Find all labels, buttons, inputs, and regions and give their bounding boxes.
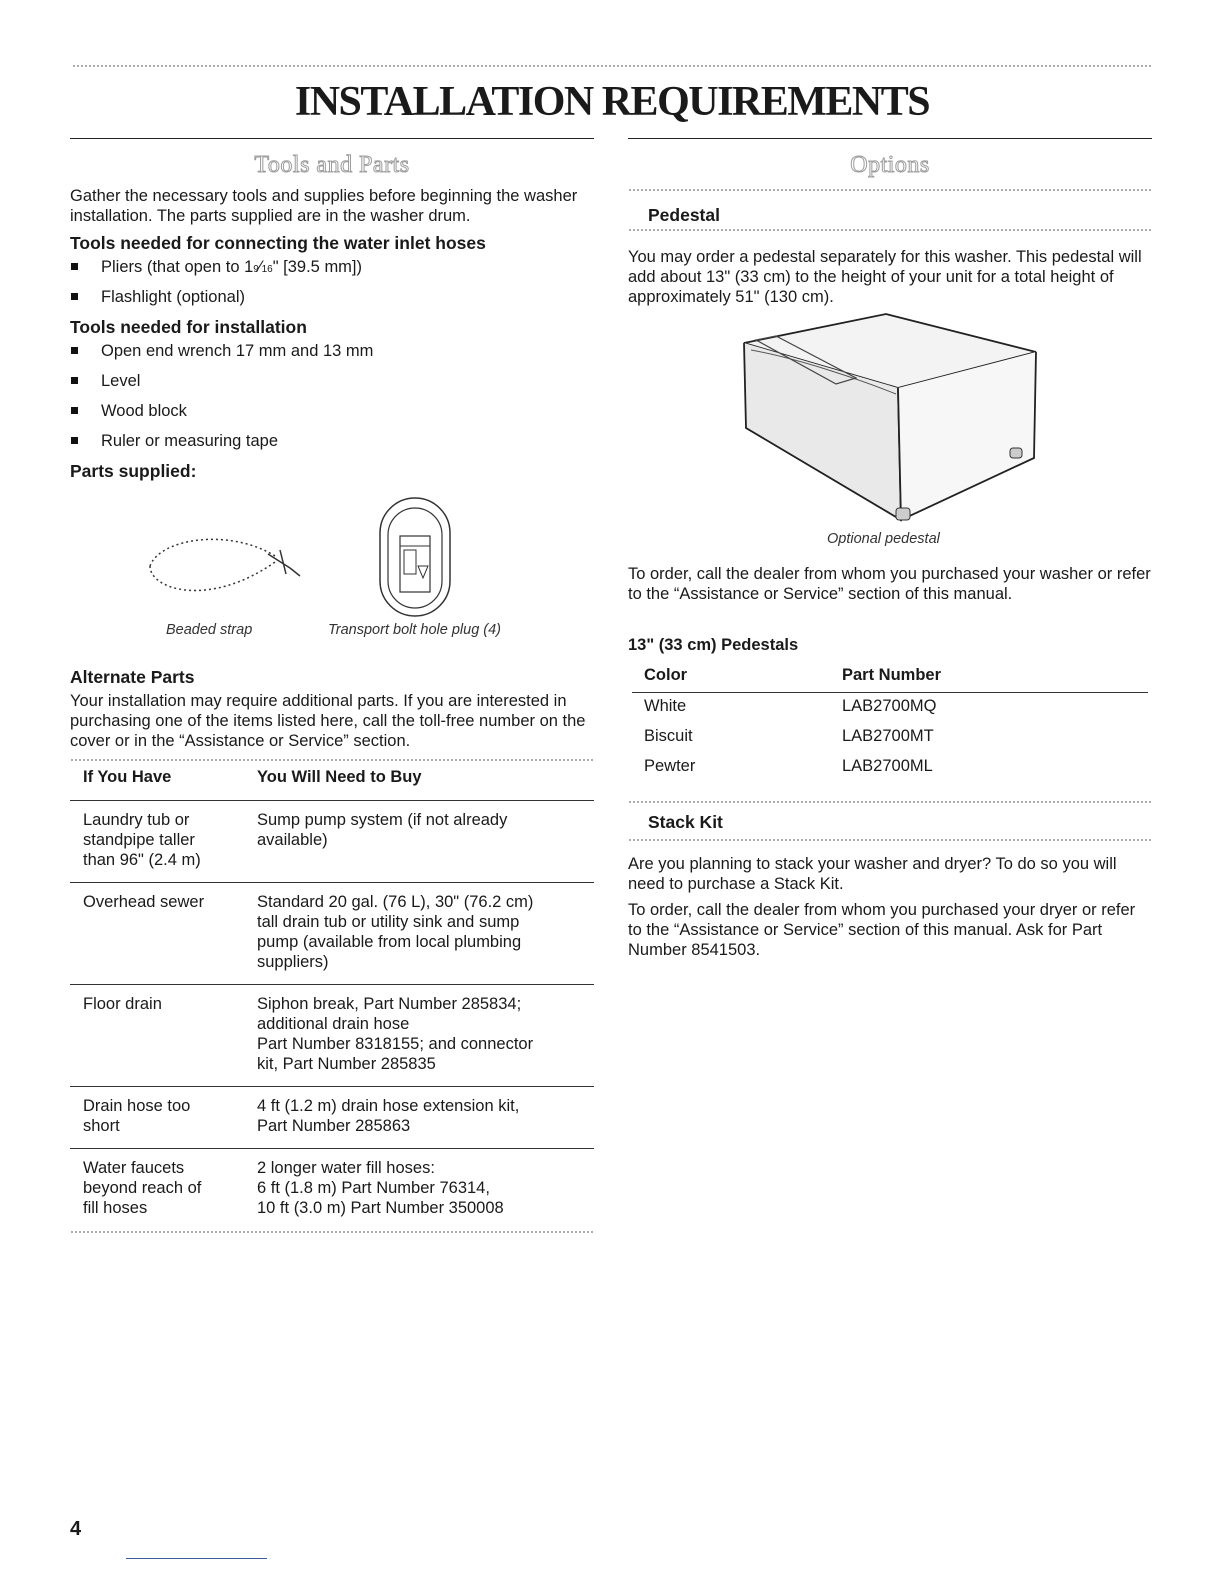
row-divider <box>70 1086 594 1087</box>
alternate-table-top-border <box>70 758 594 762</box>
pedestals-table-heading: 13" (33 cm) Pedestals <box>628 636 799 654</box>
color-cell: Pewter <box>644 757 696 775</box>
tools-intro: Gather the necessary tools and supplies before beginning the washer installation. The parts supplied are in the washer drum. <box>70 187 578 225</box>
transport-bolt-plug-illustration <box>370 496 460 618</box>
have-cell: Floor drain <box>83 995 162 1013</box>
stack-kit-heading: Stack Kit <box>648 812 723 832</box>
pedestal-order-text: To order, call the dealer from whom you purchased your washer or refer to the “Assistance or Service” section of this manual. <box>628 565 1151 603</box>
pedestal-text: You may order a pedestal separately for this washer. This pedestal will add about 13" (33 cm) to the height of your unit for a total height of approximately 51" (130 cm). <box>628 248 1142 306</box>
beaded-strap-illustration <box>140 528 310 608</box>
have-cell: Overhead sewer <box>83 893 205 911</box>
row-divider <box>70 1148 594 1149</box>
pedestal-heading: Pedestal <box>648 205 720 225</box>
pedestal-caption: Optional pedestal <box>827 531 940 547</box>
top-dotted-border <box>72 64 1152 68</box>
inlet-item-pliers: Pliers (that open to 19⁄16" [39.5 mm]) <box>101 258 363 276</box>
pedestal-illustration <box>736 308 1046 526</box>
pedestals-header-rule <box>632 692 1148 693</box>
color-cell: White <box>644 697 687 715</box>
have-cell: Drain hose too short <box>83 1097 191 1135</box>
part-cell: LAB2700MQ <box>842 697 937 715</box>
options-heading: Options <box>850 152 930 178</box>
have-cell: Laundry tub or standpipe taller than 96" (2.4 m) <box>83 811 201 869</box>
pedestal-top-border <box>628 188 1152 192</box>
color-cell: Biscuit <box>644 727 693 745</box>
pedestal-bottom-border <box>628 228 1152 232</box>
buy-cell: 2 longer water fill hoses: 6 ft (1.8 m) Part Number 76314, 10 ft (3.0 m) Part Number 350008 <box>257 1159 504 1217</box>
stack-kit-order-text: To order, call the dealer from whom you purchased your dryer or refer to the “Assistance or Service” section of this manual. Ask for Part Number 8541503. <box>628 901 1136 959</box>
stack-kit-text: Are you planning to stack your washer and dryer? To do so you will need to purchase a Stack Kit. <box>628 855 1117 893</box>
col-you-will-need: You Will Need to Buy <box>257 768 422 786</box>
tools-and-parts-heading: Tools and Parts <box>254 152 410 178</box>
page-number: 4 <box>70 1518 82 1540</box>
buy-cell: Sump pump system (if not already available) <box>257 811 508 849</box>
stack-kit-bottom-border <box>628 838 1152 842</box>
alternate-parts-intro: Your installation may require additional parts. If you are interested in purchasing one of the items listed here, call the toll-free number on the cover or in the “Assistance or Service” section. <box>70 692 586 750</box>
parts-supplied-heading: Parts supplied: <box>70 461 197 481</box>
have-cell: Water faucets beyond reach of fill hoses <box>83 1159 202 1217</box>
alternate-parts-heading: Alternate Parts <box>70 667 195 687</box>
install-tools-heading: Tools needed for installation <box>70 317 307 337</box>
row-divider <box>70 984 594 985</box>
col-if-you-have: If You Have <box>83 768 172 786</box>
part-cell: LAB2700MT <box>842 727 934 745</box>
col-color: Color <box>644 666 688 684</box>
options-section-rule <box>628 138 1152 139</box>
col-part-number: Part Number <box>842 666 942 684</box>
buy-cell: Standard 20 gal. (76 L), 30" (76.2 cm) tall drain tub or utility sink and sump pump (available from local plumbing suppliers) <box>257 893 534 971</box>
plug-caption: Transport bolt hole plug (4) <box>328 622 502 638</box>
page-title: INSTALLATION REQUIREMENTS <box>294 79 930 125</box>
alternate-table-header-rule <box>70 800 594 801</box>
beaded-strap-caption: Beaded strap <box>166 622 253 638</box>
inlet-tools-heading: Tools needed for connecting the water inlet hoses <box>70 233 486 253</box>
part-cell: LAB2700ML <box>842 757 933 775</box>
alternate-table-bottom-border <box>70 1230 594 1234</box>
buy-cell: Siphon break, Part Number 285834; additional drain hose Part Number 8318155; and connector kit, Part Number 285835 <box>257 995 534 1073</box>
stack-kit-top-border <box>628 800 1152 804</box>
footer-line <box>126 1558 267 1559</box>
buy-cell: 4 ft (1.2 m) drain hose extension kit, Part Number 285863 <box>257 1097 520 1135</box>
row-divider <box>70 882 594 883</box>
tools-section-rule <box>70 138 594 139</box>
